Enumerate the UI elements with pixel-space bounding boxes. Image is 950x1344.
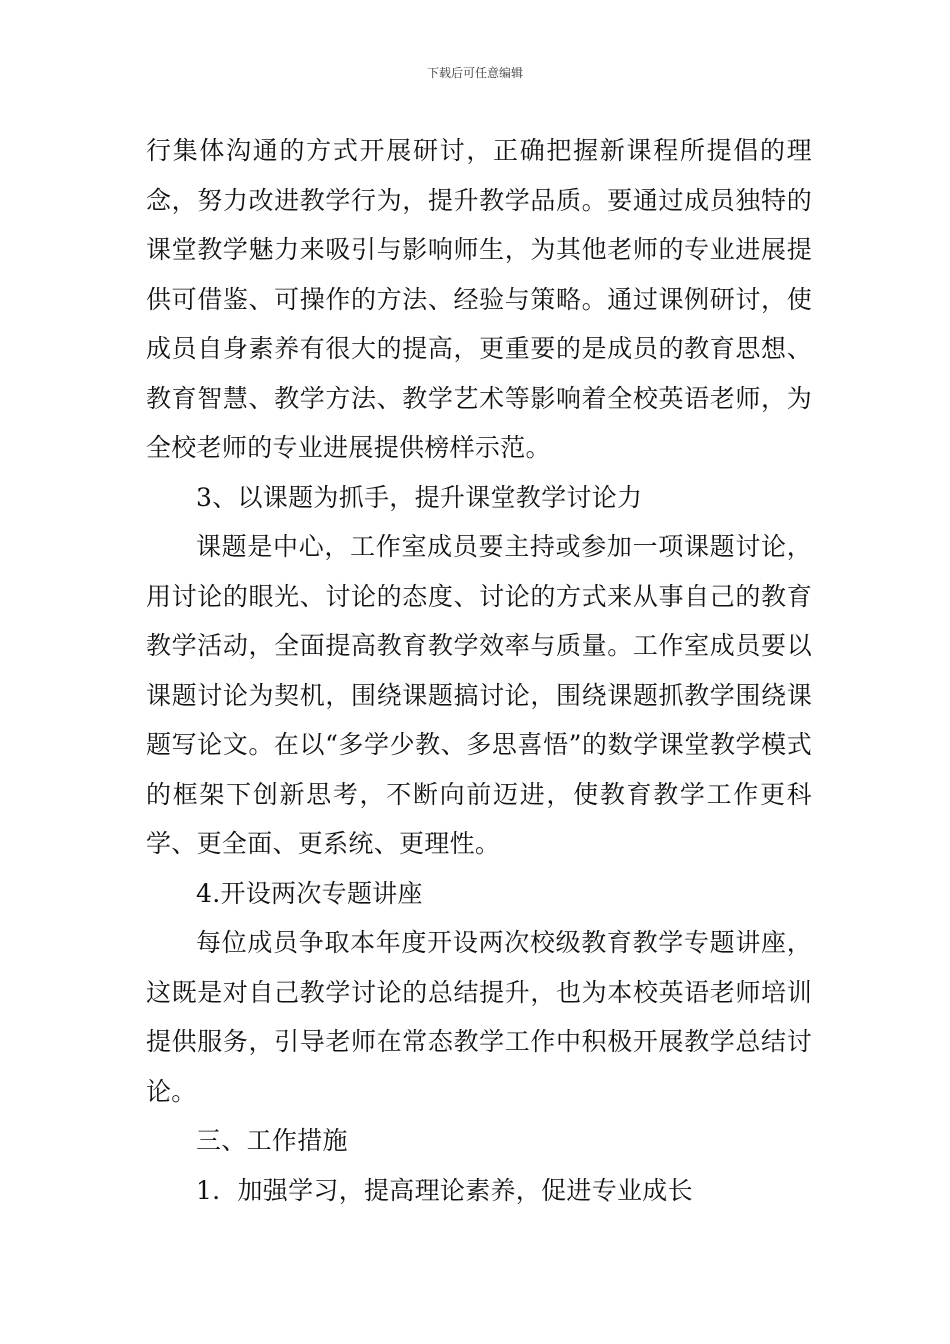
paragraph-lectures: 每位成员争取本年度开设两次校级教育教学专题讲座，这既是对自己教学讨论的总结提升，也为本校英语老师培训提供服务，引导老师在常态教学工作中积极开展教学总结讨论。 bbox=[146, 928, 812, 1106]
body-text bbox=[146, 126, 812, 1215]
section-heading-work-measures: 三、工作措施 bbox=[196, 1126, 348, 1155]
subheading-strengthen-learning: 1．加强学习，提高理论素养，促进专业成长 bbox=[196, 1175, 693, 1205]
section-heading-topic-research: 3、以课题为抓手，提升课堂教学讨论力 bbox=[196, 482, 643, 512]
section-heading-lectures: 4.开设两次专题讲座 bbox=[196, 878, 423, 908]
paragraph-continuation: 行集体沟通的方式开展研讨，正确把握新课程所提倡的理念，努力改进教学行为，提升教学品质。要通过成员独特的课堂教学魅力来吸引与影响师生，为其他老师的专业进展提供可借鉴、可操作的方法、经验与策略。通过课例研讨，使成员自身素养有很大的提高，更重要的是成员的教育思想、教育智慧、教学方法、教学艺术等影响着全校英语老师，为全校老师的专业进展提供榜样示范。 bbox=[146, 136, 812, 462]
page-header: 下载后可任意编辑 bbox=[426, 66, 523, 80]
paragraph-topic-research: 课题是中心，工作室成员要主持或参加一项课题讨论，用讨论的眼光、讨论的态度、讨论的方式来从事自己的教育教学活动，全面提高教育教学效率与质量。工作室成员要以课题讨论为契机，围绕课题搞讨论，围绕课题抓教学围绕课题写论文。在以“多学少教、多思喜悟”的数学课堂教学模式的框架下创新思考，不断向前迈进，使教育教学工作更科学、更全面、更系统、更理性。 bbox=[146, 532, 812, 858]
